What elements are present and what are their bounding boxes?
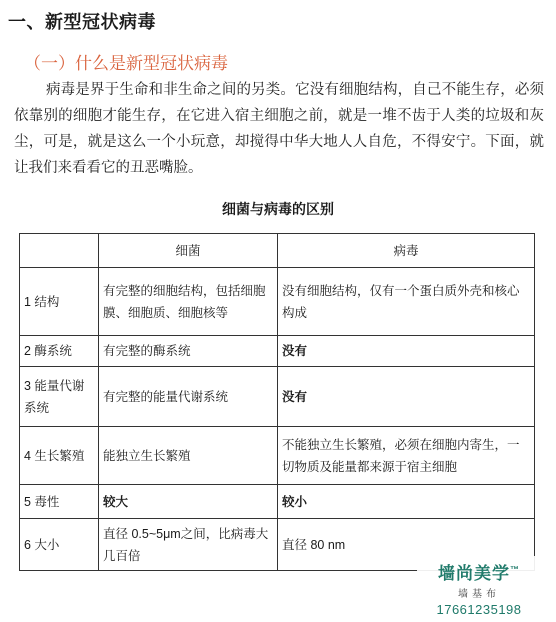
watermark-brand [417,559,541,584]
table-row [20,485,535,519]
section-heading: 一、新型冠状病毒 [8,12,156,33]
watermark-brand-name: 墙尚美学 [438,564,510,583]
virus-cell: 直径 80 nm [278,519,535,571]
table-title: 细菌与病毒的区别 [222,201,334,217]
bacteria-cell: 能独立生长繁殖 [99,427,278,485]
header-cell-bacteria: 细菌 [99,234,278,268]
table-row [20,427,535,485]
bacteria-cell: 较大 [99,485,278,519]
virus-cell: 不能独立生长繁殖，必须在细胞内寄生，一切物质及能量都来源于宿主细胞 [278,427,535,485]
row-label: 4 生长繁殖 [20,427,99,485]
row-label: 6 大小 [20,519,99,571]
subsection-heading: （一）什么是新型冠状病毒 [24,54,228,74]
virus-cell: 较小 [278,485,535,519]
table-row [20,336,535,367]
bacteria-cell: 有完整的酶系统 [99,336,278,367]
row-label: 1 结构 [20,268,99,336]
comparison-table [19,233,535,571]
table-row [20,268,535,336]
row-label: 2 酶系统 [20,336,99,367]
row-label: 3 能量代谢系统 [20,367,99,427]
virus-cell: 没有 [278,336,535,367]
watermark-subtitle: 墙基布 [458,589,500,600]
bacteria-cell: 有完整的能量代谢系统 [99,367,278,427]
header-cell-empty [20,234,99,268]
bacteria-cell: 有完整的细胞结构，包括细胞膜、细胞质、细胞核等 [99,268,278,336]
header-cell-virus: 病毒 [278,234,535,268]
virus-cell: 没有 [278,367,535,427]
intro-paragraph: 病毒是界于生命和非生命之间的另类。它没有细胞结构，自己不能生存，必须依靠别的细胞才能生存，在它进入宿主细胞之前，就是一堆不齿于人类的垃圾和灰尘，可是，就是这么一个小玩意，却搅得中华大地人人自危，不得安宁。下面，就让我们来看看它的丑恶嘴脸。 [14,82,544,176]
virus-cell: 没有细胞结构，仅有一个蛋白质外壳和核心构成 [278,268,535,336]
row-label: 5 毒性 [20,485,99,519]
table-header-row [20,234,535,268]
bacteria-cell: 直径 0.5~5μm之间，比病毒大几百倍 [99,519,278,571]
watermark-phone: 17661235198 [436,602,522,617]
table-row [20,367,535,427]
trademark-symbol: ™ [510,564,520,575]
brand-watermark [417,556,541,618]
